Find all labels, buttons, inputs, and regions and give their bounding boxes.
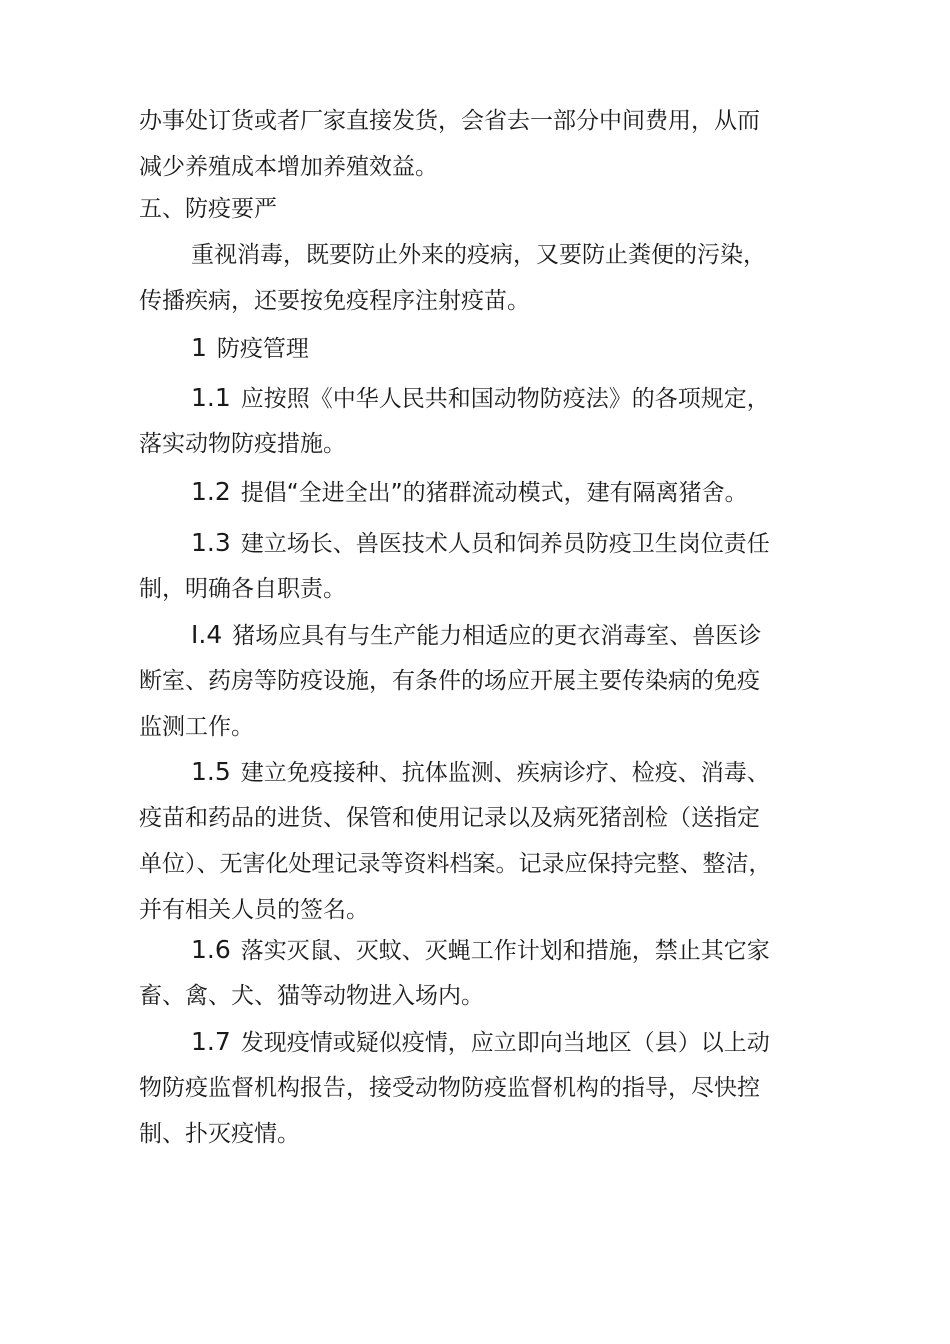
- heading-text: 五、防疫要严: [139, 196, 277, 222]
- heading-text: 防疫管理: [216, 336, 309, 362]
- text-line: 提倡“全进全出”的猪群流动模式，建有隔离猪舍。: [240, 480, 748, 506]
- text-line: 断室、药房等防疫设施，有条件的场应开展主要传染病的免疫: [139, 668, 760, 694]
- text-line: 建立场长、兽医技术人员和饲养员防疫卫生岗位责任: [240, 531, 770, 557]
- paragraph-continuation: [139, 98, 809, 190]
- subsection-heading: [139, 325, 809, 371]
- item-number: I.4: [191, 620, 223, 649]
- text-line: 发现疫情或疑似疫情，应立即向当地区（县）以上动: [240, 1030, 770, 1056]
- list-item-1-2: [139, 469, 809, 515]
- item-number: 1.6: [191, 935, 231, 964]
- text-line: 畜、禽、犬、猫等动物进入场内。: [139, 983, 484, 1009]
- text-line: 办事处订货或者厂家直接发货，会省去一部分中间费用，从而: [139, 108, 760, 134]
- item-number: 1.7: [191, 1027, 231, 1056]
- text-line: 制，明确各自职责。: [139, 576, 346, 602]
- text-line: 减少养殖成本增加养殖效益。: [139, 154, 438, 180]
- text-line: 并有相关人员的签名。: [139, 897, 369, 923]
- paragraph-intro: [139, 232, 809, 324]
- item-number: 1: [191, 333, 207, 362]
- text-line: 建立免疫接种、抗体监测、疾病诊疗、检疫、消毒、: [240, 760, 770, 786]
- text-line: 重视消毒，既要防止外来的疫病，又要防止粪便的污染，: [191, 242, 766, 268]
- list-item-1-7: [139, 1019, 809, 1157]
- item-number: 1.1: [191, 383, 231, 412]
- text-line: 单位）、无害化处理记录等资料档案。记录应保持完整、整洁，: [139, 851, 772, 877]
- text-line: 物防疫监督机构报告，接受动物防疫监督机构的指导，尽快控: [139, 1075, 760, 1101]
- item-number: 1.5: [191, 757, 231, 786]
- text-line: 监测工作。: [139, 714, 254, 740]
- text-line: 猪场应具有与生产能力相适应的更衣消毒室、兽医诊: [232, 623, 762, 649]
- text-line: 制、扑灭疫情。: [139, 1121, 300, 1147]
- list-item-1-4: [139, 612, 809, 750]
- item-number: 1.2: [191, 477, 231, 506]
- list-item-1-6: [139, 927, 809, 1019]
- list-item-1-5: [139, 749, 809, 933]
- text-line: 疫苗和药品的进货、保管和使用记录以及病死猪剖检（送指定: [139, 805, 760, 831]
- text-line: 传播疾病，还要按免疫程序注射疫苗。: [139, 288, 530, 314]
- text-line: 应按照《中华人民共和国动物防疫法》的各项规定，: [240, 386, 770, 412]
- item-number: 1.3: [191, 528, 231, 557]
- text-line: 落实动物防疫措施。: [139, 431, 346, 457]
- list-item-1-1: [139, 375, 809, 467]
- text-line: 落实灭鼠、灭蚊、灭蝇工作计划和措施，禁止其它家: [240, 938, 770, 964]
- section-heading: [139, 186, 809, 232]
- list-item-1-3: [139, 520, 809, 612]
